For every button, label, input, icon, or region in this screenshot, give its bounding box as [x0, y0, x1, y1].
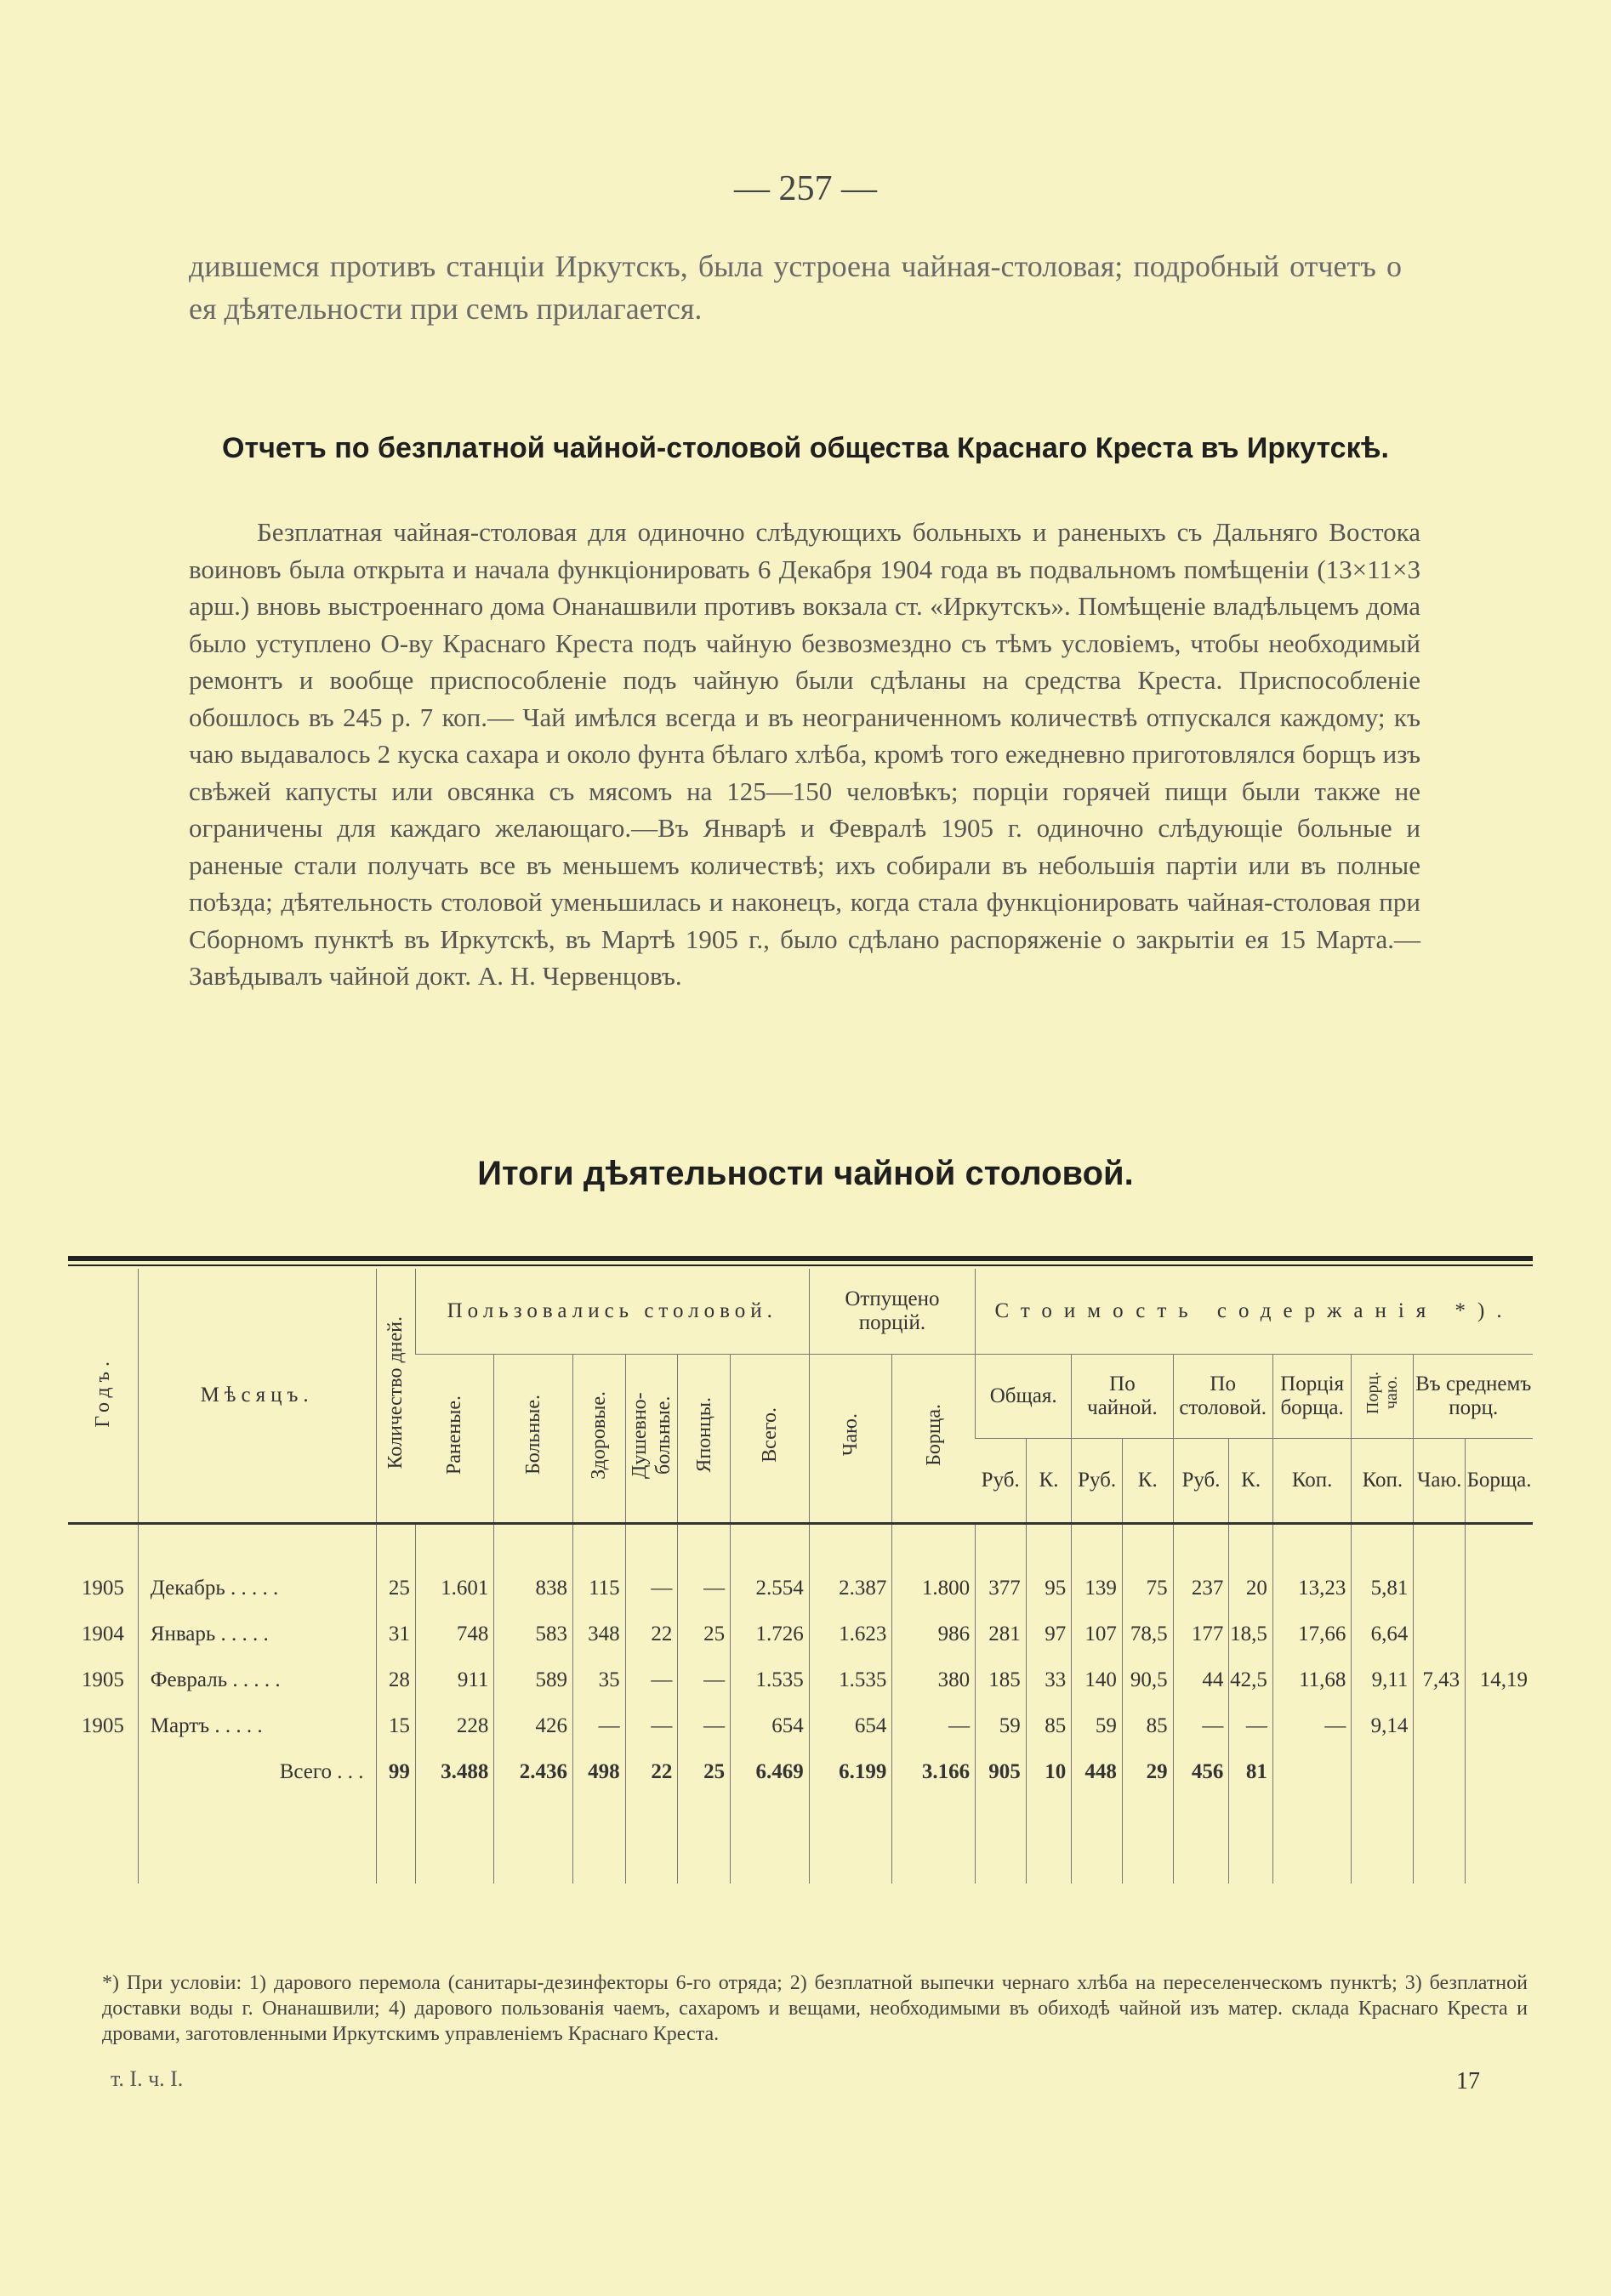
month-header: Мѣсяцъ.: [138, 1269, 376, 1523]
table-title: Итоги дѣятельности чайной столовой.: [477, 1155, 1134, 1192]
table-row: 1904 Январь . . . . . 31 748 583 348 22 25 1.726 1.623 986 281 97 107 78,5 177 18,5 17,66 6,64: [68, 1611, 1533, 1657]
japanese-header: Японцы.: [678, 1354, 731, 1523]
table-top-rule-thin: [68, 1265, 1533, 1266]
avg-tea-header: Чаю.: [1414, 1439, 1466, 1524]
kop-header: Коп.: [1272, 1439, 1352, 1524]
signature-number: 17: [1456, 2068, 1480, 2094]
avg-borsch-header: Борща.: [1466, 1439, 1533, 1524]
spacer-row: [68, 1795, 1533, 1884]
days-header: Количество дней.: [376, 1269, 415, 1523]
report-paragraph-text: Безплатная чайная-столовая для одиночно слѣдующихъ больныхъ и раненыхъ съ Дальняго Востока воиновъ была открыта и начала функціонировать 6 Декабря 1904 года въ подвальномъ помѣщеніи (13×11×3 арш.) вновь выстроеннаго дома Онанашвили противъ вокзала ст. «Иркутскъ». Помѣщеніе владѣльцемъ дома было уступлено О-ву Краснаго Креста подъ чайную безвозмездно съ тѣмъ условіемъ, чтобы необходимый ремонтъ и вообще приспособленіе подъ чайную были сдѣланы на средства Креста. Приспособленіе обошлось въ 245 р. 7 коп.— Чай имѣлся всегда и въ неограниченномъ количествѣ отпускался каждому; къ чаю выдавалось 2 куска сахара и около фунта бѣлаго хлѣба, кромѣ того ежедневно приготовлялся борщъ изъ свѣжей капусты или овсянка съ мясомъ на 125—150 человѣкъ; порціи горячей пищи были также не ограничены для каждаго желающаго.—Въ Январѣ и Февралѣ 1905 г. одиночно слѣдующіе больные и раненые стали получать все въ меньшемъ количествѣ; ихъ собирали въ небольшія партіи или въ полные поѣзда; дѣятельность столовой уменьшилась и наконецъ, когда стала функціонировать чайная-столовая при Сборномъ пунктѣ въ Иркутскѣ, въ Мартѣ 1905 г., было сдѣлано распоряженіе о закрытіи ея 15 Марта.—Завѣдывалъ чайной докт. А. Н. Червенцовъ.: [189, 517, 1420, 991]
kop-header: К.: [1122, 1439, 1173, 1524]
section-title: Отчетъ по безплатной чайной-столовой общества Краснаго Креста въ Иркутскѣ.: [222, 432, 1389, 464]
table-row: 1905 Мартъ . . . . . 15 228 426 — — — 654 654 — 59 85 59 85 — — — 9,14: [68, 1703, 1533, 1749]
cost-total-header: Общая.: [976, 1354, 1072, 1439]
kop-header: К.: [1026, 1439, 1071, 1524]
page-number: — 257 —: [734, 169, 877, 208]
healthy-header: Здоровые.: [572, 1354, 625, 1523]
cost-tea-header: По чайной.: [1072, 1354, 1173, 1439]
year-header: Годъ.: [68, 1269, 138, 1523]
volume-mark: т. I. ч. I.: [111, 2066, 184, 2091]
report-paragraph: [189, 514, 1420, 995]
table-row: 1905 Февраль . . . . . 28 911 589 35 — — 1.535 1.535 380 185 33 140 90,5 44 42,5 11,68 9,11 7,43 14,19: [68, 1657, 1533, 1703]
cost-group-header: Стоимость содержанія *).: [976, 1269, 1533, 1354]
sick-header: Больные.: [494, 1354, 573, 1523]
table-row: 1905 Декабрь . . . . . 25 1.601 838 115 — — 2.554 2.387 1.800 377 95 139 75 237 20 13,23 5,81: [68, 1566, 1533, 1611]
total-header: Всего.: [731, 1354, 810, 1523]
rub-header: Руб.: [1072, 1439, 1123, 1524]
portion-tea-header: Порц. чаю.: [1352, 1354, 1414, 1439]
avg-header: Въ среднемъ порц.: [1414, 1354, 1533, 1439]
borsch-header: Борща.: [892, 1354, 976, 1523]
activity-table: [68, 1269, 1533, 1884]
wounded-header: Раненые.: [415, 1354, 494, 1523]
portion-borsch-header: Порція борща.: [1272, 1354, 1352, 1439]
used-group-header: Пользовались столовой.: [415, 1269, 809, 1354]
spacer-row: [68, 1523, 1533, 1566]
kop-header: Коп.: [1352, 1439, 1414, 1524]
rub-header: Руб.: [1173, 1439, 1229, 1524]
cost-canteen-header: По столовой.: [1173, 1354, 1272, 1439]
mental-header: Душевно-больные.: [625, 1354, 678, 1523]
kop-header: К.: [1229, 1439, 1272, 1524]
table-top-rule: [68, 1256, 1533, 1261]
portions-group-header: Отпущено порцій.: [809, 1269, 975, 1354]
rub-header: Руб.: [976, 1439, 1027, 1524]
tea-header: Чаю.: [809, 1354, 892, 1523]
intro-text: дившемся противъ станціи Иркутскъ, была устроена чайная-столовая; подробный отчетъ о ея дѣятельности при семъ прилагается.: [189, 249, 1402, 326]
footnote: *) При условіи: 1) дарового перемола (санитары-дезинфекторы 6-го отряда; 2) безплатной выпечки чернаго хлѣба на переселенческомъ пунктѣ; 3) безплатной доставки воды г. Онанашвили; 4) дарового пользованія чаемъ, сахаромъ и вещами, необходимыми въ обиходѣ чайной изъ матер. склада Краснаго Креста и дровами, заготовленными Иркутскимъ управленіемъ Краснаго Креста.: [102, 1972, 1528, 2045]
table-total-row: Всего . . . 99 3.488 2.436 498 22 25 6.469 6.199 3.166 905 10 448 29 456 81: [68, 1749, 1533, 1795]
